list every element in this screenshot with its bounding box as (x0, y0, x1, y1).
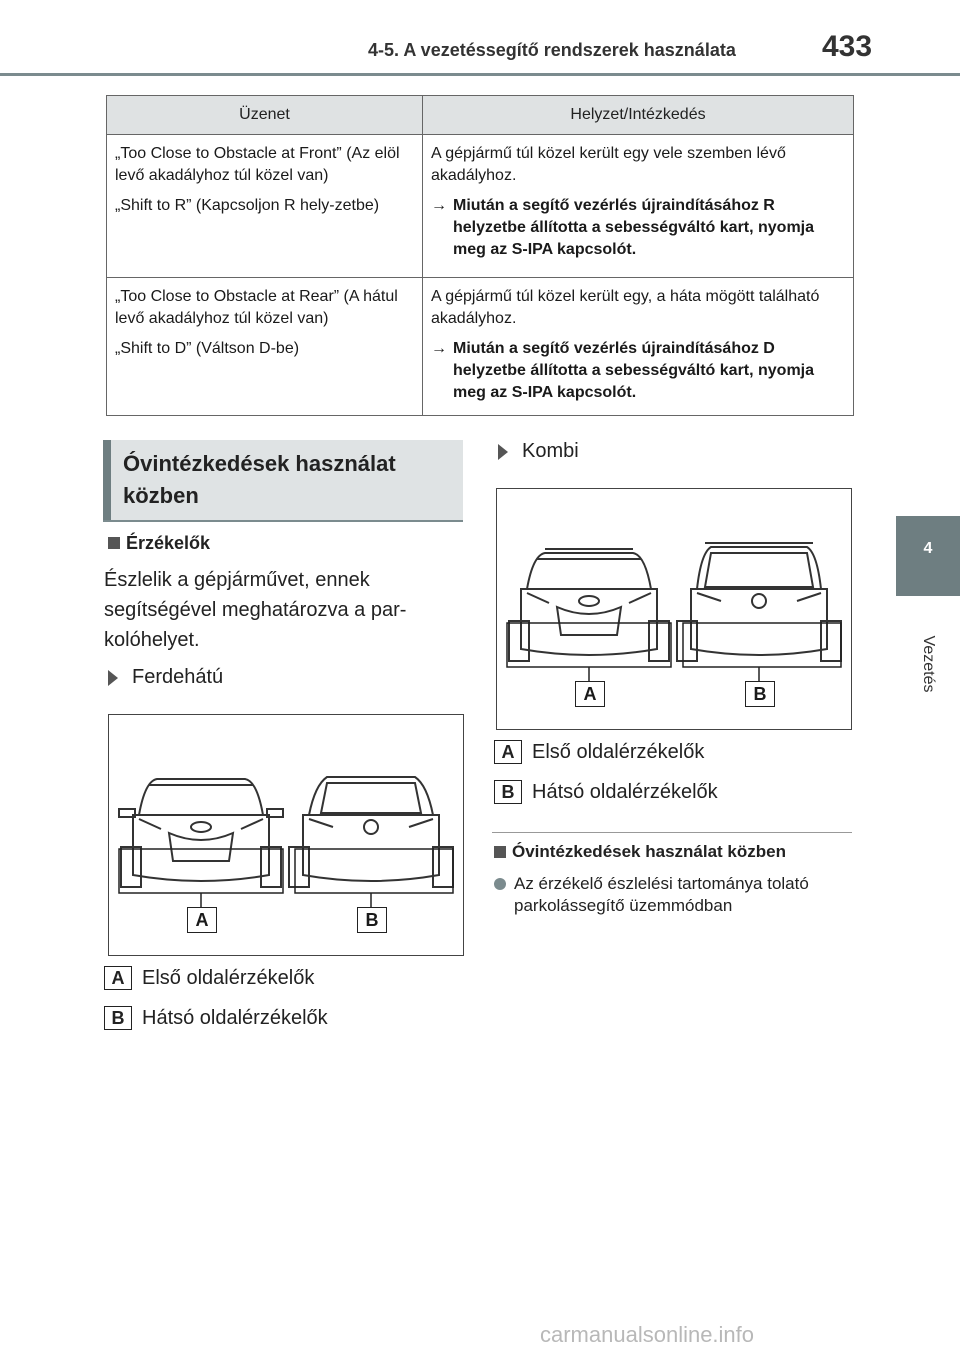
message-line: „Too Close to Obstacle at Front” (Az elöl levő akadályhoz túl közel van) (115, 145, 400, 184)
section-heading-bar (103, 440, 111, 520)
label-b-box: B (745, 681, 775, 707)
triangle-bullet-icon (108, 670, 118, 686)
label-a-box: A (575, 681, 605, 707)
hatchback-sensor-figure (108, 714, 464, 956)
wagon-label: Kombi (522, 440, 579, 462)
section-header-title: 4-5. A vezetéssegítő rendszerek használata (368, 40, 736, 60)
section-heading (103, 440, 463, 522)
situation-cell (423, 135, 854, 278)
sensors-heading (108, 533, 210, 554)
page-number: 433 (822, 30, 873, 63)
legend-letter-b: B (494, 780, 522, 804)
message-line: „Too Close to Obstacle at Rear” (A hátul levő akadályhoz túl közel van) (115, 288, 398, 327)
square-bullet-icon (494, 846, 506, 858)
legend-text-a: Első oldalérzékelők (142, 966, 315, 989)
legend-item-a (494, 740, 704, 764)
wagon-sensor-figure (496, 488, 852, 730)
section-heading-text: Óvintézkedések használat közben (123, 451, 396, 508)
situation-text: A gépjármű túl közel került egy vele szemben lévő akadályhoz. (431, 145, 786, 184)
legend-item-b (104, 1006, 328, 1030)
sensors-heading-text: Érzékelők (126, 533, 211, 553)
square-bullet-icon (108, 537, 120, 549)
message-cell (107, 278, 423, 416)
legend-text-a: Első oldalérzékelők (532, 740, 705, 763)
legend-text-b: Hátsó oldalérzékelők (532, 780, 718, 803)
action-text: Miután a segítő vezérlés újraindításához R helyzetbe állította a sebességváltó kart, nyomja meg az S-IPA kapcsolót. (453, 197, 815, 258)
caution-heading (494, 842, 786, 862)
caution-bullet (494, 873, 844, 917)
action-instruction (431, 195, 845, 261)
header-rule (0, 73, 960, 76)
message-cell (107, 135, 423, 278)
hatchback-item (108, 666, 223, 689)
situation-text: A gépjármű túl közel került egy, a háta mögött található akadályhoz. (431, 288, 820, 327)
action-instruction (431, 338, 845, 404)
caution-bullet-text: Az érzékelő észlelési tartománya tolató parkolássegítő üzemmódban (514, 874, 809, 915)
legend-letter-a: A (104, 966, 132, 990)
legend-letter-a: A (494, 740, 522, 764)
arrow-icon: → (431, 197, 447, 214)
message-line: „Shift to D” (Váltson D-be) (115, 340, 300, 357)
table-row (107, 135, 854, 278)
wagon-item (498, 440, 579, 463)
message-line: „Shift to R” (Kapcsoljon R hely-zetbe) (115, 197, 380, 214)
legend-letter-b: B (104, 1006, 132, 1030)
action-text: Miután a segítő vezérlés újraindításához D helyzetbe állította a sebességváltó kart, nyomja meg az S-IPA kapcsolót. (453, 340, 815, 401)
watermark: carmanualsonline.info (540, 1322, 755, 1347)
legend-item-b (494, 780, 718, 804)
section-divider (492, 832, 852, 833)
chapter-number: 4 (923, 540, 933, 557)
triangle-bullet-icon (498, 444, 508, 460)
chapter-label: Vezetés (920, 635, 937, 693)
legend-item-a (104, 966, 314, 990)
arrow-icon: → (431, 340, 447, 357)
situation-cell (423, 278, 854, 416)
label-b-box: B (357, 907, 387, 933)
round-bullet-icon (494, 878, 506, 890)
table-row (107, 278, 854, 416)
sensors-description: Észlelik a gépjárművet, ennek segítségével meghatározva a par-kolóhelyet. (104, 569, 407, 651)
column-header-message: Üzenet (107, 96, 423, 135)
hatchback-label: Ferdehátú (132, 666, 224, 688)
caution-heading-text: Óvintézkedések használat közben (512, 842, 786, 861)
wagon-illustration (497, 489, 851, 729)
column-header-situation: Helyzet/Intézkedés (423, 96, 854, 135)
legend-text-b: Hátsó oldalérzékelők (142, 1006, 328, 1029)
message-table (106, 95, 854, 416)
table-header-row (107, 96, 854, 135)
hatchback-illustration (109, 715, 463, 955)
label-a-box: A (187, 907, 217, 933)
